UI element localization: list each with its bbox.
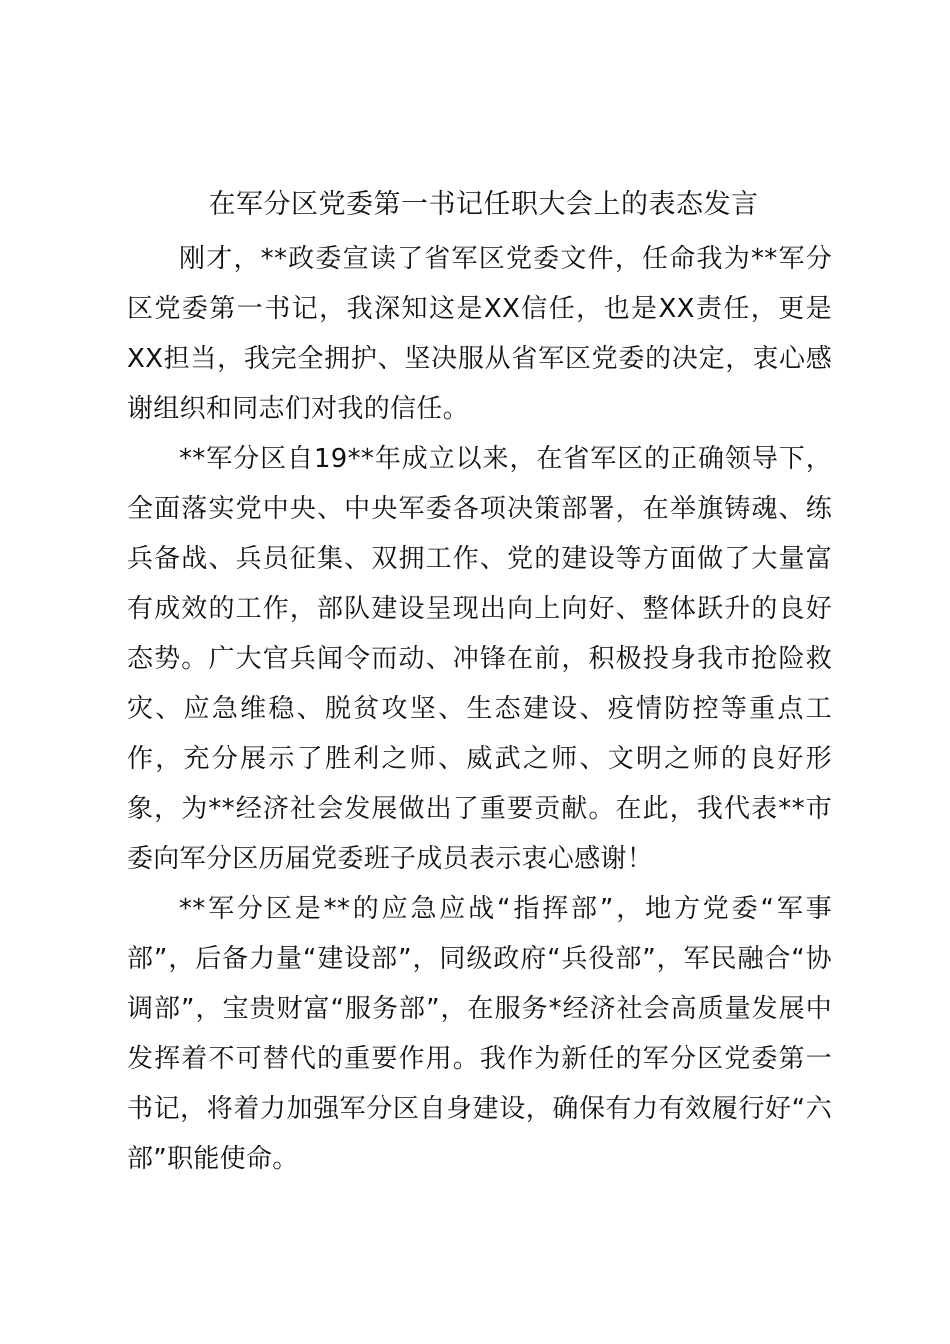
paragraph-history: **军分区自19**年成立以来，在省军区的正确领导下，全面落实党中央、中央军委各项决策部署，在举旗铸魂、练兵备战、兵员征集、双拥工作、党的建设等方面做了大量富有成效的工作，部队建设呈现出向上向好、整体跃升的良好态势。广大官兵闻令而动、冲锋在前，积极投身我市抢险救灾、应急维稳、脱贫攻坚、生态建设、疫情防控等重点工作，充分展示了胜利之师、威武之师、文明之师的良好形象，为**经济社会发展做出了重要贡献。在此，我代表**市委向军分区历届党委班子成员表示衷心感谢！ (127, 444, 832, 874)
document-body (127, 180, 832, 1184)
document-title: 在军分区党委第一书记任职大会上的表态发言 (208, 189, 759, 220)
paragraph-appointment: 刚才，**政委宣读了省军区党委文件，任命我为**军分区党委第一书记，我深知这是XX信任，也是XX责任，更是XX担当，我完全拥护、坚决服从省军区党委的决定，衷心感谢组织和同志们对我的信任。 (127, 244, 832, 424)
paragraph-role: **军分区是**的应急应战“指挥部”，地方党委“军事部”，后备力量“建设部”，同级政府“兵役部”，军民融合“协调部”，宝贵财富“服务部”，在服务*经济社会高质量发展中发挥着不可替代的重要作用。我作为新任的军分区党委第一书记，将着力加强军分区自身建设，确保有力有效履行好“六部”职能使命。 (127, 894, 832, 1174)
